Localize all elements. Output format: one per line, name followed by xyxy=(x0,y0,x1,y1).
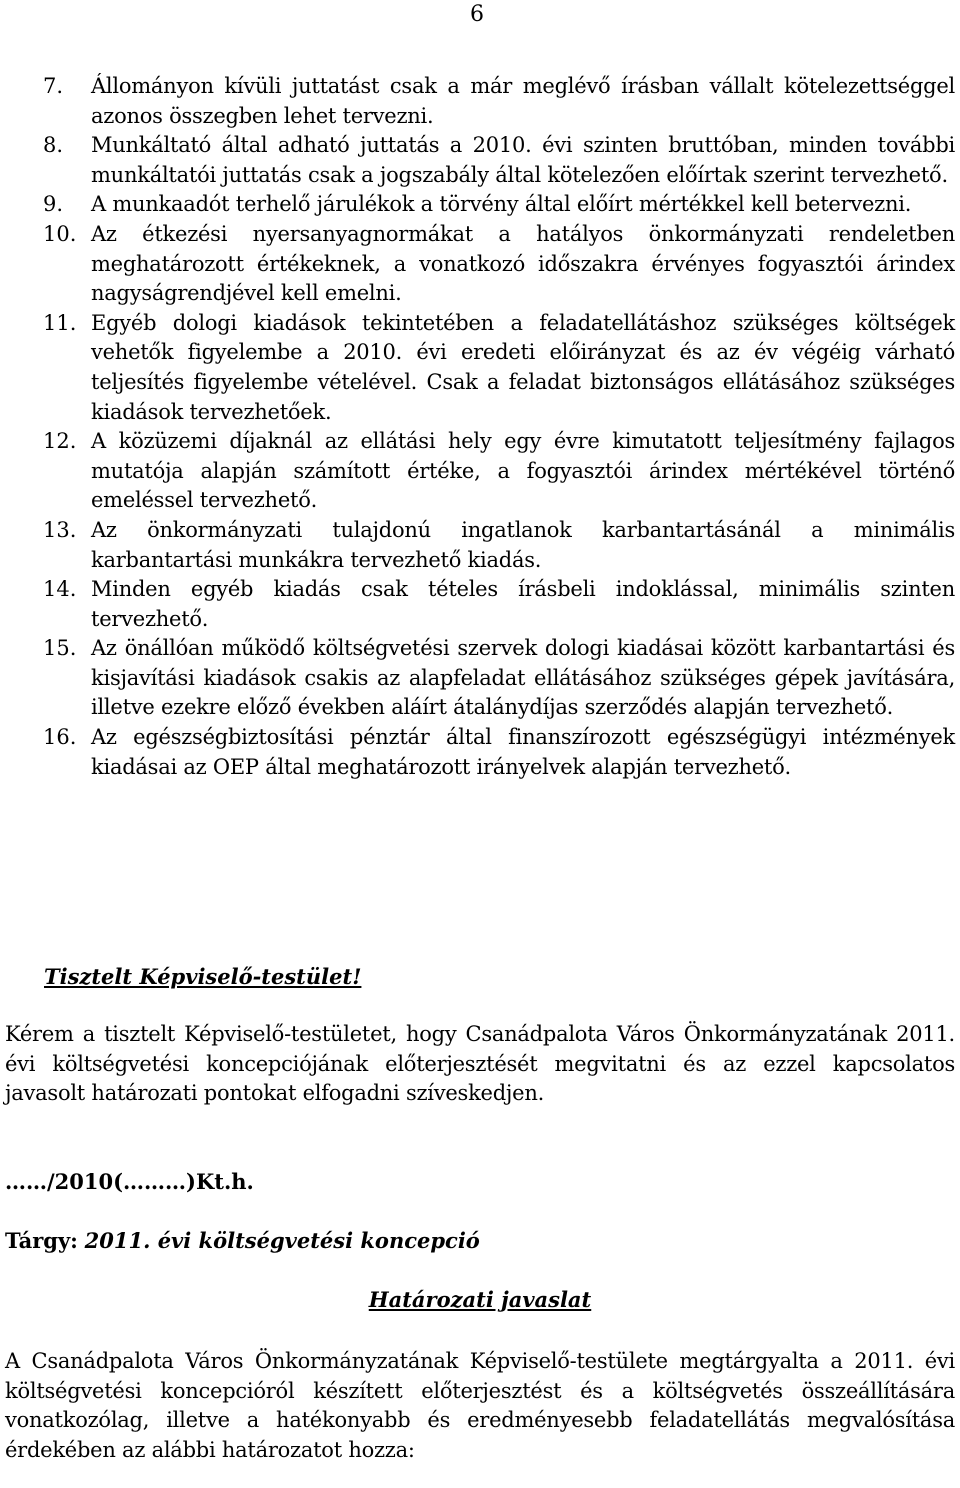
list-item-number: 16. xyxy=(43,725,77,750)
list-item-text: Munkáltató által adható juttatás a 2010. évi szinten bruttóban, minden további munkáltatói juttatás csak a jogszabály által kötelezően előírtak szerint tervezhető. xyxy=(91,133,955,187)
decision-number: ……/2010(………)Kt.h. xyxy=(5,1169,254,1194)
list-item-number: 9. xyxy=(43,192,64,217)
request-paragraph: Kérem a tisztelt Képviselő-testületet, hogy Csanádpalota Város Önkormányzatának 2011. évi költségvetési koncepciójának előterjesztését megvitatni és az ezzel kapcsolatos javasolt határozati pontokat elfogadni szíveskedjen. xyxy=(5,1022,955,1105)
list-item xyxy=(40,575,955,634)
proposal-paragraph: A Csanádpalota Város Önkormányzatának Képviselő-testülete megtárgyalta a 2011. évi költségvetési koncepcióról készített előterjesztést és a költségvetés összeállítására vonatkozólag, illetve a hatékonyabb és eredményesebb feladatellátás megvalósítása érdekében az alábbi határozatot hozza: xyxy=(5,1349,955,1462)
list-item-text: A munkaadót terhelő járulékok a törvény által előírt mértékkel kell betervezni. xyxy=(91,192,912,217)
list-item-number: 13. xyxy=(43,517,77,542)
list-item xyxy=(40,131,955,190)
list-item-number: 15. xyxy=(43,636,77,661)
list-item-text: Az egészségbiztosítási pénztár által finanszírozott egészségügyi intézmények kiadásai az OEP által meghatározott irányelvek alapján tervezhető. xyxy=(91,725,955,779)
list-item xyxy=(40,634,955,723)
page-number: 6 xyxy=(470,2,484,27)
list-item xyxy=(40,516,955,575)
list-item-text: Az önállóan működő költségvetési szervek dologi kiadásai között karbantartási és kisjavítási kiadások csakis az alapfeladat ellátásához szükséges gépek javítására, illetve ezekre előző években aláírt átalánydíjas szerződés alapján tervezhető. xyxy=(91,636,955,720)
list-item-text: Minden egyéb kiadás csak tételes írásbeli indoklással, minimális szinten tervezhető. xyxy=(91,577,955,631)
list-item xyxy=(40,220,955,309)
subject-label: Tárgy: xyxy=(5,1228,78,1253)
salutation-heading: Tisztelt Képviselő-testület! xyxy=(44,964,362,989)
proposal-heading: Határozati javaslat xyxy=(368,1287,592,1312)
guideline-list xyxy=(40,72,955,782)
list-item-number: 8. xyxy=(43,133,64,158)
list-item xyxy=(40,190,955,220)
subject-line xyxy=(5,1227,480,1255)
list-item-text: Állományon kívüli juttatást csak a már meglévő írásban vállalt kötelezettséggel azonos összegben lehet tervezni. xyxy=(91,74,955,128)
subject-text: 2011. évi költségvetési koncepció xyxy=(84,1228,480,1253)
list-item-number: 10. xyxy=(43,221,77,246)
list-item-number: 11. xyxy=(43,310,77,335)
list-item xyxy=(40,72,955,131)
list-item-number: 14. xyxy=(43,577,77,602)
list-item xyxy=(40,309,955,427)
list-item-number: 7. xyxy=(43,74,64,98)
list-item-number: 12. xyxy=(43,429,77,454)
list-item-text: A közüzemi díjaknál az ellátási hely egy évre kimutatott teljesítmény fajlagos mutatója alapján számított értéke, a fogyasztói árindex mértékével történő emeléssel tervezhető. xyxy=(91,429,955,513)
list-item-text: Az önkormányzati tulajdonú ingatlanok karbantartásánál a minimális karbantartási munkákra tervezhető kiadás. xyxy=(91,517,955,572)
list-item-text: Egyéb dologi kiadások tekintetében a feladatellátáshoz szükséges költségek vehetők figyelembe a 2010. évi eredeti előirányzat és az év végéig várható teljesítés figyelembe vételével. Csak a feladat biztonságos ellátásához szükséges kiadások tervezhetőek. xyxy=(91,310,955,424)
list-item xyxy=(40,723,955,782)
list-item xyxy=(40,427,955,516)
list-item-text: Az étkezési nyersanyagnormákat a hatályos önkormányzati rendeletben meghatározott értékeknek, a vonatkozó időszakra érvényes fogyasztói árindex nagyságrendjével kell emelni. xyxy=(91,221,955,306)
